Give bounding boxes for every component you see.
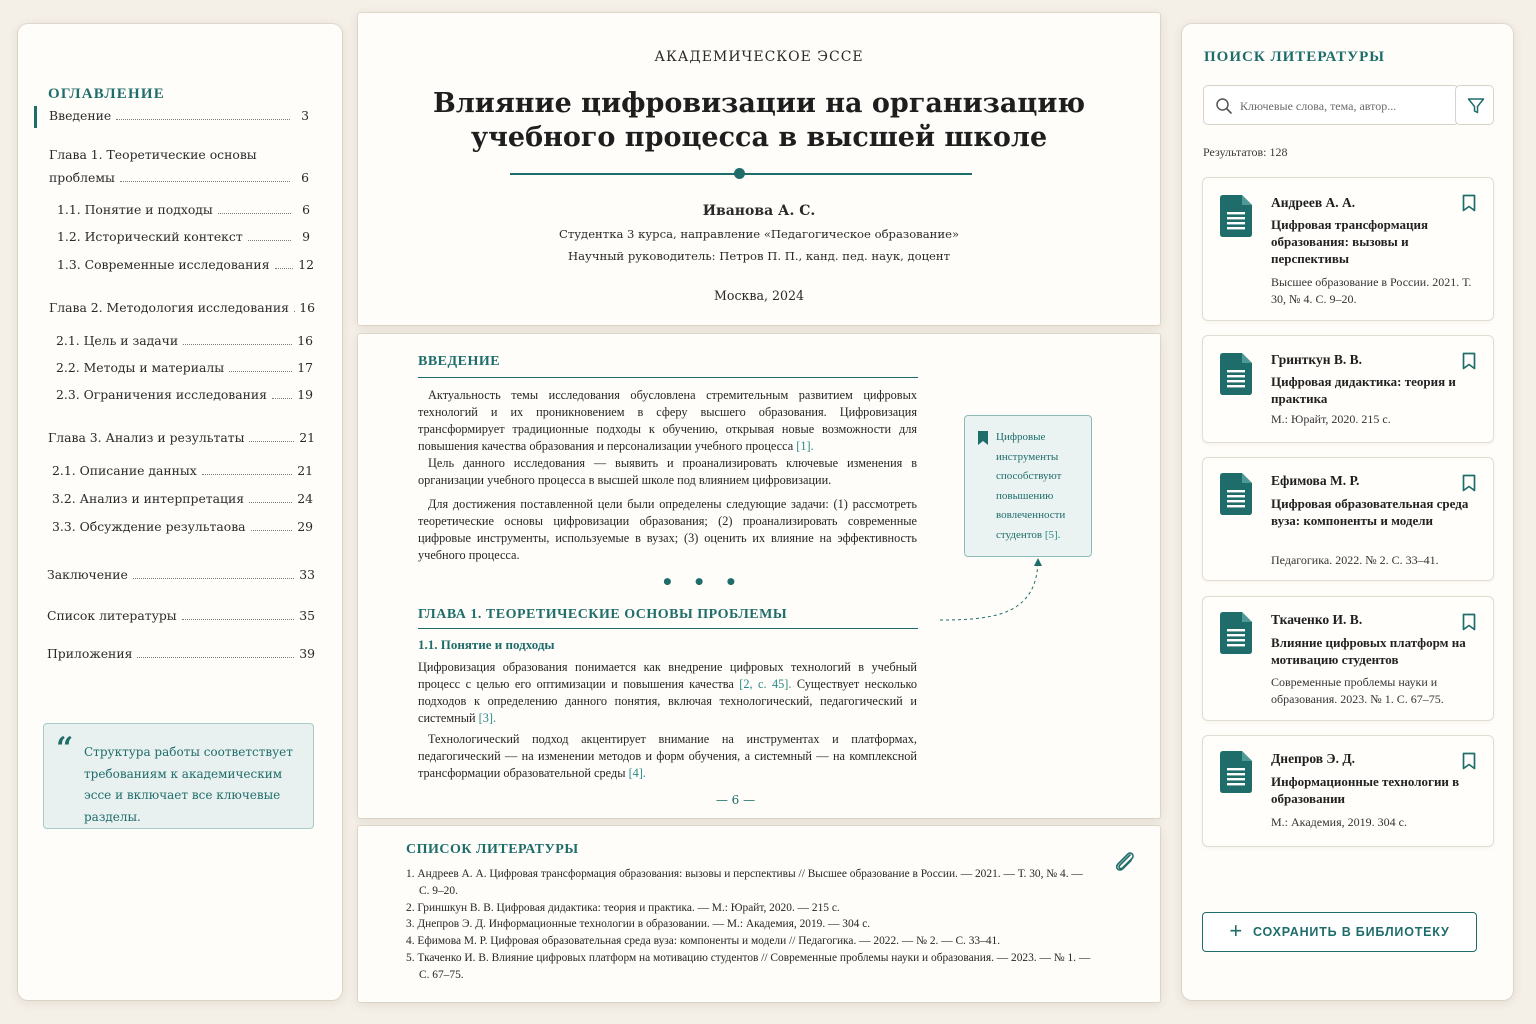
- search-result-card[interactable]: [1202, 335, 1494, 443]
- citation-link[interactable]: [4].: [628, 766, 646, 780]
- result-author: Ефимова М. Р.: [1271, 473, 1360, 488]
- result-title: Цифровая дидактика: теория и практика: [1271, 374, 1456, 406]
- toc-item-2-1[interactable]: 2.1. Цель и задачи 16: [56, 333, 313, 348]
- result-source: М.: Академия, 2019. 304 с.: [1271, 815, 1407, 829]
- toc-item-2-3[interactable]: 2.3. Ограничения исследования 19: [56, 387, 313, 402]
- search-result-card[interactable]: [1202, 596, 1494, 721]
- title-page: [358, 13, 1160, 325]
- chapter-1-heading: ГЛАВА 1. ТЕОРЕТИЧЕСКИЕ ОСНОВЫ ПРОБЛЕМЫ: [418, 607, 788, 622]
- city-year: Москва, 2024: [713, 288, 805, 303]
- content-page: [358, 334, 1160, 818]
- result-author: Днепров Э. Д.: [1271, 751, 1355, 766]
- bibliography-entry: 1. Андреев А. А. Цифровая трансформация образования: вызовы и перспективы // Высшее образование в России. — 2021. — Т. 30, № 4. — С. 9–20.: [406, 868, 1083, 897]
- bibliography-page: [358, 826, 1160, 1002]
- citation-link[interactable]: [5].: [1044, 528, 1061, 541]
- result-title: Цифровая образовательная среда вуза: компоненты и модели: [1271, 496, 1469, 528]
- toc-active-indicator: [34, 106, 37, 128]
- search-input[interactable]: [1240, 96, 1450, 116]
- bibliography-heading: СПИСОК ЛИТЕРАТУРЫ: [406, 842, 579, 857]
- document-icon: [1220, 473, 1252, 515]
- toc-item-appendices[interactable]: Приложения 39: [47, 646, 315, 661]
- bibliography-entry: 3. Днепров Э. Д. Информационные технологии в образовании. — М.: Академия, 2019. — 304 с.: [406, 918, 871, 931]
- document-icon: [1220, 195, 1252, 237]
- toc-item-3-2[interactable]: 3.2. Анализ и интерпретация 24: [52, 491, 313, 506]
- author-name: Иванова А. С.: [702, 203, 816, 219]
- margin-note[interactable]: [964, 415, 1092, 557]
- document-icon: [1220, 353, 1252, 395]
- bookmark-icon[interactable]: [1462, 352, 1476, 370]
- toc-item-1-3[interactable]: 1.3. Современные исследования 12: [57, 257, 314, 272]
- bookmark-icon[interactable]: [1462, 194, 1476, 212]
- advisor-info: Научный руководитель: Петров П. П., канд. пед. наук, доцент: [567, 249, 951, 263]
- margin-note-text: Цифровые инструменты способствуют повышению вовлеченности студентов [5].: [996, 431, 1066, 541]
- toc-item-chapter-3[interactable]: Глава 3. Анализ и результаты 21: [48, 430, 315, 445]
- search-box[interactable]: [1203, 85, 1459, 125]
- result-author: Гринткун В. В.: [1271, 352, 1363, 367]
- chapter-1-rule: [418, 628, 918, 629]
- result-author: Андреев А. А.: [1271, 195, 1356, 210]
- bibliography-entry: 2. Гриншкун В. В. Цифровая дидактика: теория и практика. — М.: Юрайт, 2020. — 215 с.: [406, 901, 840, 914]
- filter-icon: [1467, 97, 1485, 115]
- toc-item-introduction[interactable]: Введение 3: [49, 108, 309, 123]
- toc-item-chapter-1-cont[interactable]: проблемы 6: [49, 170, 309, 185]
- toc-item-chapter-1[interactable]: Глава 1. Теоретические основы: [49, 147, 257, 162]
- result-source: Педагогика. 2022. № 2. С. 33–41.: [1271, 553, 1439, 567]
- essay-kind: АКАДЕМИЧЕСКОЕ ЭССЕ: [654, 49, 864, 65]
- search-result-card[interactable]: [1202, 177, 1494, 321]
- results-count: Результатов: 128: [1203, 145, 1288, 159]
- page-number: — 6 —: [715, 793, 756, 807]
- toc-item-1-1[interactable]: 1.1. Понятие и подходы 6: [57, 202, 310, 217]
- intro-paragraph-2: Цель данного исследования — выявить и проанализировать ключевые изменения в организации учебного процесса в высшей школе под влиянием цифровизации.: [418, 456, 917, 487]
- citation-link[interactable]: [2, с. 45].: [739, 677, 792, 691]
- filter-button[interactable]: [1455, 85, 1494, 125]
- intro-paragraph-3: Для достижения поставленной цели были определены следующие задачи: (1) рассмотреть теоретические основы цифровизации образования; (2) проанализировать современные цифровые инструменты, используемые в вузах; (3) оценить их влияние на эффективность учебного процесса.: [418, 497, 917, 562]
- chapter-1-paragraph-2: Технологический подход акцентирует внимание на инструментах и платформах, педагогический — на изменении методов и форм обучения, а системный — на комплексной трансформации образовательной среды [4].: [418, 732, 917, 780]
- bookmark-icon[interactable]: [1462, 474, 1476, 492]
- toc-quote-text: Структура работы соответствует требованиям к академическим эссе и включает все ключевые разделы.: [84, 745, 293, 824]
- result-title: Цифровая трансформация образования: вызовы и перспективы: [1271, 217, 1428, 266]
- toc-panel: [18, 24, 342, 1000]
- citation-link[interactable]: [3].: [478, 711, 497, 725]
- save-to-library-label: СОХРАНИТЬ В БИБЛИОТЕКУ: [1253, 925, 1450, 939]
- toc-heading: ОГЛАВЛЕНИЕ: [48, 86, 165, 102]
- result-title: Информационные технологии в образовании: [1271, 774, 1460, 806]
- bibliography-entry: 4. Ефимова М. Р. Цифровая образовательная среда вуза: компоненты и модели // Педагогика. — 2022. — № 2. — С. 33–41.: [406, 935, 1001, 948]
- result-author: Ткаченко И. В.: [1271, 612, 1363, 627]
- intro-paragraph-1: Актуальность темы исследования обусловлена стремительным развитием цифровых технологий и их проникновением в сферу высшего образования. Цифровизация трансформирует традиционные подходы к обучению, открывая новые возможности для повышения качества образования и персонализации учебного процесса [1].: [418, 388, 917, 453]
- quote-icon: “: [56, 731, 74, 766]
- bibliography-list: [406, 866, 1096, 984]
- student-info: Студентка 3 курса, направление «Педагогическое образование»: [558, 227, 960, 241]
- citation-link[interactable]: [1].: [796, 439, 814, 453]
- intro-heading: ВВЕДЕНИЕ: [418, 354, 501, 369]
- document-icon: [1220, 612, 1252, 654]
- toc-item-bibliography[interactable]: Список литературы 35: [47, 608, 315, 623]
- essay-title: [358, 87, 1160, 155]
- toc-item-conclusion[interactable]: Заключение 33: [47, 567, 315, 582]
- toc-item-3-1[interactable]: 2.1. Описание данных 21: [52, 463, 313, 478]
- toc-item-2-2[interactable]: 2.2. Методы и материалы 17: [56, 360, 313, 375]
- intro-rule: [418, 377, 918, 378]
- toc-item-3-3[interactable]: 3.3. Обсуждение результаова 29: [52, 519, 313, 534]
- result-source: Современные проблемы науки и образования. 2023. № 1. С. 67–75.: [1271, 675, 1444, 706]
- bookmark-icon: [978, 431, 988, 445]
- chapter-1-paragraph-1: Цифровизация образования понимается как внедрение цифровых технологий в учебный процесс с целью его оптимизации и повышения качества [2, с. 45]. Существует несколько подходов к определению данного понятия, включая технологический, педагогический и системный [3].: [418, 660, 918, 725]
- paperclip-icon[interactable]: [1112, 848, 1136, 874]
- section-separator: • • •: [661, 570, 744, 594]
- bibliography-entry: 5. Ткаченко И. В. Влияние цифровых платформ на мотивацию студентов // Современные проблемы науки и образования. — 2023. — № 1. — С. 67–75.: [406, 951, 1091, 981]
- essay-title-line-1: Влияние цифровизации на организацию: [432, 88, 1086, 119]
- subsection-1-1-heading: 1.1. Понятие и подходы: [418, 637, 555, 652]
- save-to-library-button[interactable]: [1202, 912, 1477, 952]
- search-icon: [1215, 97, 1233, 115]
- result-source: Высшее образование в России. 2021. Т. 30, № 4. С. 9–20.: [1271, 275, 1472, 306]
- result-source: М.: Юрайт, 2020. 215 с.: [1271, 412, 1391, 426]
- bookmark-icon[interactable]: [1462, 752, 1476, 770]
- toc-item-chapter-2[interactable]: Глава 2. Методология исследования 16: [49, 300, 315, 315]
- toc-item-1-2[interactable]: 1.2. Исторический контекст 9: [57, 229, 310, 244]
- document-icon: [1220, 751, 1252, 793]
- search-result-card[interactable]: [1202, 735, 1494, 847]
- margin-note-connector: [936, 554, 1046, 624]
- bookmark-icon[interactable]: [1462, 613, 1476, 631]
- search-result-card[interactable]: [1202, 457, 1494, 581]
- toc-quote-box: [43, 723, 314, 829]
- title-divider-dot: [734, 168, 745, 179]
- plus-icon: +: [1229, 918, 1244, 943]
- result-title: Влияние цифровых платформ на мотивацию студентов: [1271, 635, 1466, 667]
- search-heading: ПОИСК ЛИТЕРАТУРЫ: [1204, 49, 1385, 65]
- literature-search-panel: [1182, 24, 1513, 1000]
- essay-title-line-2: учебного процесса в высшей школе: [470, 122, 1048, 153]
